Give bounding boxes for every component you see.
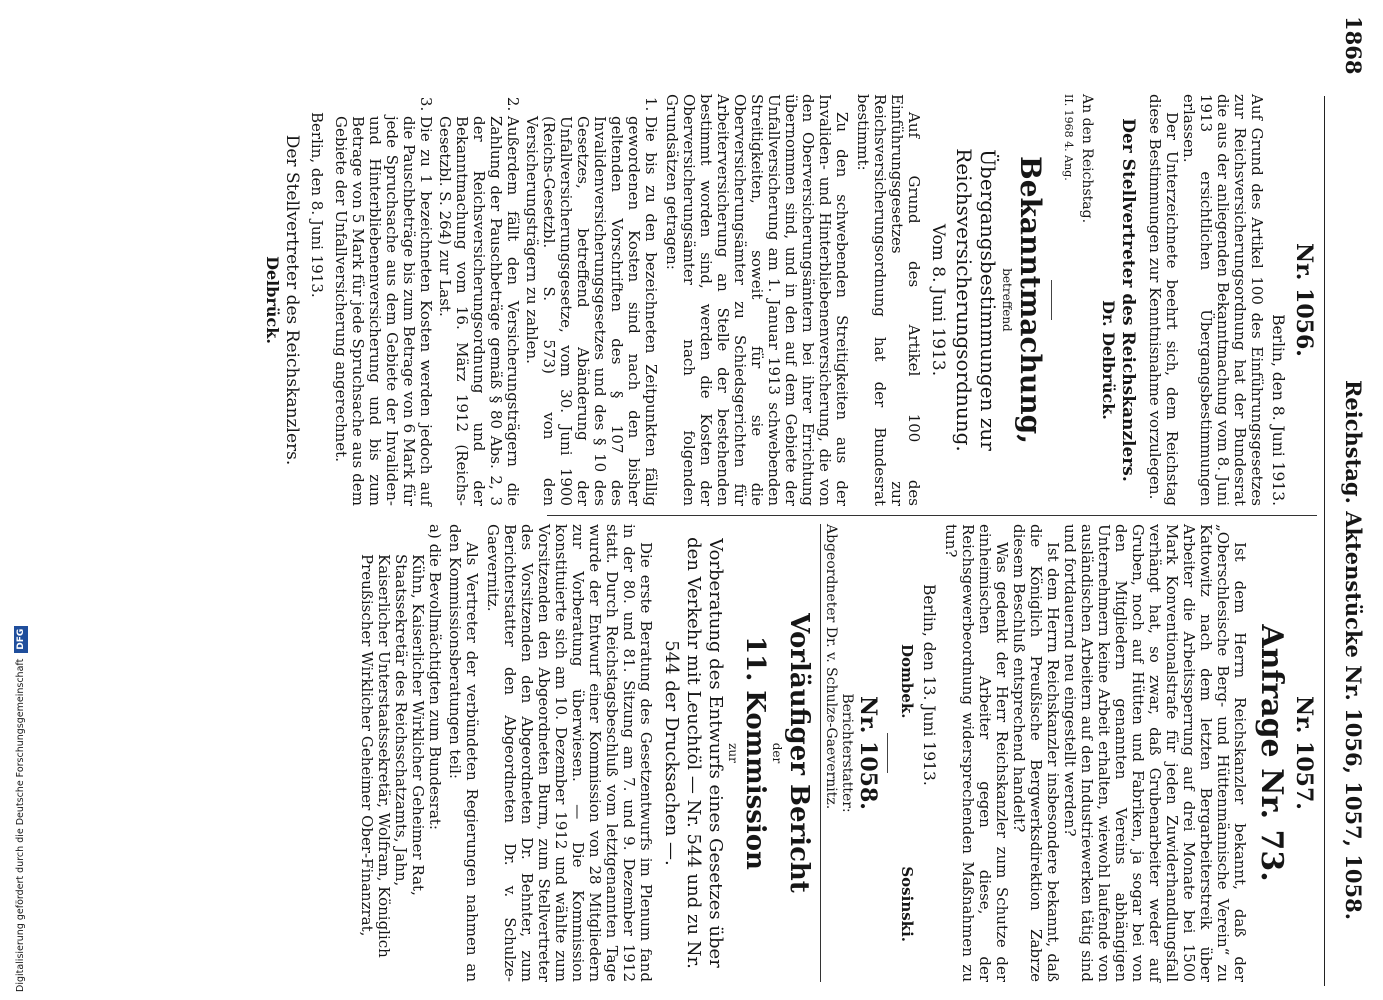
signer-name: Dr. Delbrück. [1099,300,1118,420]
provision-item: 2. Außerdem fällt den Versicherungsträgern die Zahlung der Pauschbeträge gemäß § 80 Abs. 2, 3 der Reichsversicherungsordnung und der Bekanntmachung vom 16. März 1912 (Reichs-Gesetzbl. S. 264) zur Last. [436,116,521,506]
anfrage-signers [898,524,916,982]
document-number-1056: Nr. 1056. [1291,243,1317,357]
kommission-title: 11. Kommission [740,636,770,870]
bekanntmachung-paragraph: Zu den schwebenden Streitigkeiten aus der Invaliden- und Hinterbliebenenversicherung, die von den Oberversicherungsämtern bei ihrer Errichtung übernommen sind, und in den auf dem Gebiete der Unfallversicherung am 1. Januar 1913 schwebenden Streitigkeiten, soweit für sie die Oberversicherungsämter zu Schiedsgerichten für Arbeiterversicherung an Stelle der bestehenden bestimmt worden sind, werden die Kosten der Oberversicherungsämter nach folgenden Grundsätzen getragen: [663,94,851,506]
bericht-zur: zur [726,743,740,763]
section-rule [1051,280,1052,320]
bericht-title: Vorläufiger Bericht [784,613,814,893]
anfrage-paragraph-3: Was gedenkt der Herr Reichskanzler zum Schutze der einheimischen Arbeiter gegen diese, der Reichsgewerbeordnung widersprechenden Maßnahmen zu tun? [942,524,1011,982]
bekanntmachung-signer-name: Delbrück. [263,256,282,344]
signer-title: Der Stellvertreter des Reichskanzlers. [1118,118,1138,482]
document-number-1057: Nr. 1057. [1291,696,1317,810]
berichterstatter: Abgeordneter Dr. v. Schulze-Gaevernitz. [820,524,839,982]
intro-paragraph-2: Der Unterzeichnete beehrt sich, dem Reichstag diese Bestimmungen zur Kenntnisnahme vorzulegen. [1146,94,1181,506]
provisions-list [332,94,659,506]
signer: Sosinski. [898,866,916,942]
bericht-item-a: a) die Bevollmächtigten zum Bundesrat: [426,524,444,830]
anfrage-paragraph: Ist dem Herrn Reichskanzler bekannt, daß der „Oberschlesische Berg- und Hüttenmännische Verein“ zu Kattowitz nach dem letzten Bergarbeiterstreik über Arbeiter die Arbeitssperrung auf drei Monate bei 1500 Mark Konventionalstrafe für jeden Zuwiderhandlungsfall verhängt hat, so zwar, daß Grubenarbeiter weder auf Gruben, noch auf Hütten und Fabriken, ja sogar bei von den Mitgliedern genannten Vereins abhängigen Unternehmern keine Arbeit erhalten, wiewohl laufende von ausländischen Arbeitern auf den Industriewerken tätig sind und fortdauernd neu eingestellt werden? [1061,524,1249,982]
right-column [358,524,1317,982]
header-rule [1324,96,1325,986]
bekanntmachung-intro: Auf Grund des Artikel 100 des Einführungsgesetzes zur Reichsversicherungsordnung hat der Bundesrat bestimmt: [854,94,923,506]
addressee: An den Reichstag. [1079,94,1095,224]
bekanntmachung-signer: Der Stellvertreter des Reichskanzlers. [282,134,302,466]
anfrage-date: Berlin, den 13. Juni 1913. [920,584,938,786]
section-rule [887,733,888,773]
anfrage-title: Anfrage Nr. 73. [1254,624,1289,882]
provision-item: 3. Die zu 1 bezeichneten Kosten werden jedoch auf die Pauschbeträge bis zum Betrage von 6 Mark für jede Spruchsache aus dem Gebiete der Invaliden- und Hinterbliebenenversicherung und bis zum Betrage von 5 Mark für jede Spruchsache aus dem Gebiete der Unfallversicherung angerechnet. [332,116,434,506]
left-column [263,94,1317,506]
document-number-1058: Nr. 1058. [855,696,881,810]
bericht-subject: Vorberatung des Entwurfs eines Gesetzes über den Verkehr mit Leuchtöl — Nr. 544 und zu Nr. 544 der Drucksachen —. [661,537,726,969]
bericht-names: Kühn, Kaiserlicher Wirklicher Geheimer Rat, Staatssekretär des Reichsschatzamts, Jahn, Kaiserlicher Unterstaatssekretär, Wolfram, Königlich Preußischer Wirklicher Geheimer Ober-Finanzrat, [358,554,427,958]
berichterstatter-label: Berichterstatter: [839,693,855,813]
intro-paragraph: Auf Grund des Artikel 100 des Einführungsgesetzes zur Reichsversicherungsordnung hat der Bundesrat die aus der anliegenden Bekanntmachung vom 8. Juni 1913 ersichtlichen Übergangsbestimmungen erlassen. [1180,94,1266,506]
running-title: Reichstag. Aktenstücke Nr. 1056, 1057, 1058. [1341,379,1366,921]
bekanntmachung-subject: Übergangsbestimmungen zur Reichsversicherungsordnung. [952,148,1000,452]
dfg-logo: DFG [14,626,28,653]
bekanntmachung-place: Berlin, den 8. Juni 1913. [308,112,326,298]
bericht-paragraph-2: Als Vertreter der verbündeten Regierungen nahmen an den Kommissionsberatungen teil: [446,524,481,982]
page-number: 1868 [1341,16,1366,75]
column-divider [547,515,1317,516]
bericht-der: der [770,742,784,764]
date-line: Berlin, den 8. Juni 1913. [1269,314,1287,506]
dfg-credit: Digitalisierung gefördert durch die Deutsche Forschungsgemeinschaft [15,658,26,992]
credit-strip [2,600,26,992]
anfrage-paragraph-2: Ist dem Herrn Reichskanzler insbesondere bekannt, daß die Königlich Preußische Bergwerksdirektion Zabrze diesem Beschluß entsprechend handelt? [1010,524,1062,982]
bekanntmachung-title: Bekanntmachung, [1014,156,1047,444]
betreffend-label: betreffend [1000,268,1014,332]
provision-item: 1. Die bis zu den bezeichneten Zeitpunkten fällig gewordenen Kosten sind nach den bisher geltenden Vorschriften des § 107 des Invalidenversicherungsgesetzes und des § 10 des Gesetzes, betreffend Abänderung der Unfallversicherungsgesetze, vom 30. Juni 1900 (Reichs-Gesetzbl. S. 573) von den Versicherungsträgern zu zahlen. [523,116,659,506]
reference-number: II. 1968 4. Ang. [1062,94,1075,181]
signer: Dombek. [898,644,916,719]
bericht-paragraph: Die erste Beratung des Gesetzentwurfs im Plenum fand in der 80. und 81. Sitzung am 7. und 9. Dezember 1912 statt. Durch Reichstagsbeschluß vom letztgenannten Tage wurde der Entwurf einer Kommission von 28 Mitgliedern zur Vorberatung überwiesen. — Die Kommission konstituierte sich am 10. Dezember 1912 und wählte zum Vorsitzenden den Abgeordneten Burm, zum Stellvertreter des Vorsitzenden den Abgeordneten Dr. Behnter, zum Berichterstatter den Abgeordneten Dr. v. Schulze-Gaevernitz. [484,524,655,982]
bekanntmachung-date: Vom 8. Juni 1913. [928,223,948,377]
